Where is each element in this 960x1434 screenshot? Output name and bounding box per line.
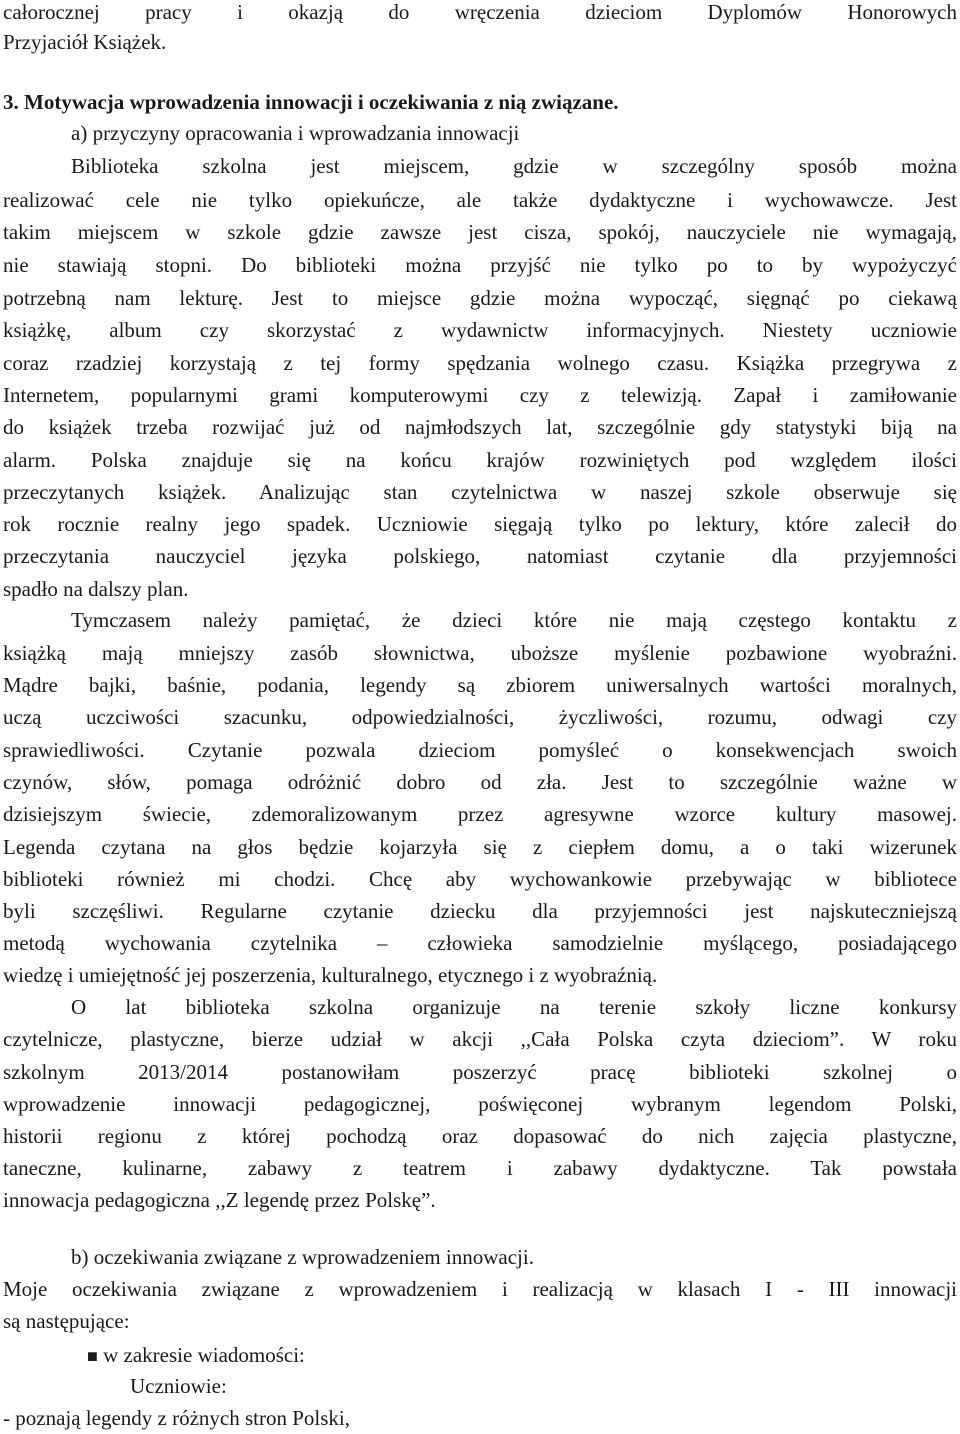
subsection-heading: a) przyczyny opracowania i wprowadzania innowacji: [71, 121, 520, 145]
text-line: książką mają mniejszy zasób słownictwa, uboższe myślenie pozbawione wyobraźni.: [3, 641, 957, 665]
square-bullet-icon: ■: [87, 1346, 98, 1366]
text-line: Legenda czytana na głos będzie kojarzyła się z ciepłem domu, a o taki wizerunek: [3, 835, 957, 859]
text-line: biblioteki również mi chodzi. Chcę aby wychowankowie przebywając w bibliotece: [3, 867, 957, 891]
text-line: do książek trzeba rozwijać już od najmłodszych lat, szczególnie gdy statystyki biją na: [3, 415, 957, 439]
text-line: wiedzę i umiejętność jej poszerzenia, kulturalnego, etycznego i z wyobraźnią.: [3, 963, 658, 987]
text-line: przeczytania nauczyciel języka polskiego, natomiast czytanie dla przyjemności: [3, 544, 957, 568]
text-line: metodą wychowania czytelnika – człowieka samodzielnie myślącego, posiadającego: [3, 931, 957, 955]
text-line: nie stawiają stopni. Do biblioteki można przyjść nie tylko po to by wypożyczyć: [3, 253, 957, 277]
text-line: innowacja pedagogiczna ,,Z legendę przez Polskę”.: [3, 1188, 436, 1212]
text-line: spadło na dalszy plan.: [3, 577, 189, 601]
text-line: coraz rzadziej korzystają z tej formy spędzania wolnego czasu. Książka przegrywa z: [3, 351, 957, 375]
text-line: Mądre bajki, baśnie, podania, legendy są zbiorem uniwersalnych wartości moralnych,: [3, 673, 957, 697]
subsection-heading: b) oczekiwania związane z wprowadzeniem innowacji.: [71, 1245, 534, 1269]
text-line: są następujące:: [3, 1309, 130, 1333]
text-line: byli szczęśliwi. Regularne czytanie dziecku dla przyjemności jest najskuteczniejszą: [3, 899, 957, 923]
text-line: realizować cele nie tylko opiekuńcze, ale także dydaktyczne i wychowawcze. Jest: [3, 188, 957, 212]
text-line: sprawiedliwości. Czytanie pozwala dzieciom pomyśleć o konsekwencjach swoich: [3, 738, 957, 762]
text-line: szkolnym 2013/2014 postanowiłam poszerzyć pracę biblioteki szkolnej o: [3, 1060, 957, 1084]
text-line: książkę, album czy skorzystać z wydawnictw informacyjnych. Niestety uczniowie: [3, 318, 957, 342]
text-line: wprowadzenie innowacji pedagogicznej, poświęconej wybranym legendom Polski,: [3, 1092, 957, 1116]
text-line: czytelnicze, plastyczne, bierze udział w akcji ,,Cała Polska czyta dzieciom”. W roku: [3, 1027, 957, 1051]
text-line: historii regionu z której pochodzą oraz dopasować do nich zajęcia plastyczne,: [3, 1124, 957, 1148]
section-heading: 3. Motywacja wprowadzenia innowacji i oczekiwania z nią związane.: [3, 90, 619, 114]
bullet-item: [87, 1339, 305, 1371]
text-line: czynów, słów, pomaga odróżnić dobro od zła. Jest to szczególnie ważne w: [3, 770, 957, 794]
text-line: całorocznej pracy i okazją do wręczenia dzieciom Dyplomów Honorowych: [3, 0, 957, 24]
text-line: Biblioteka szkolna jest miejscem, gdzie w szczególny sposób można: [71, 154, 957, 178]
text-line: potrzebną nam lekturę. Jest to miejsce gdzie można wypocząć, sięgnąć po ciekawą: [3, 286, 957, 310]
list-item: - poznają legendy z różnych stron Polski,: [3, 1406, 350, 1430]
text-line: Tymczasem należy pamiętać, że dzieci które nie mają częstego kontaktu z: [71, 608, 957, 632]
list-label: Uczniowie:: [130, 1374, 227, 1398]
text-line: alarm. Polska znajduje się na końcu krajów rozwiniętych pod względem ilości: [3, 448, 957, 472]
text-line: Moje oczekiwania związane z wprowadzeniem i realizacją w klasach I - III innowacji: [3, 1277, 957, 1301]
text-line: przeczytanych książek. Analizując stan czytelnictwa w naszej szkole obserwuje się: [3, 480, 957, 504]
text-line: rok rocznie realny jego spadek. Uczniowie sięgają tylko po lektury, które zalecił do: [3, 512, 957, 536]
text-line: Internetem, popularnymi grami komputerowymi czy z telewizją. Zapał i zamiłowanie: [3, 383, 957, 407]
bullet-label: w zakresie wiadomości:: [103, 1343, 305, 1367]
text-line: taneczne, kulinarne, zabawy z teatrem i zabawy dydaktyczne. Tak powstała: [3, 1156, 957, 1180]
text-line: takim miejscem w szkole gdzie zawsze jest cisza, spokój, nauczyciele nie wymagają,: [3, 220, 957, 244]
text-line: Przyjaciół Książek.: [3, 30, 167, 54]
text-line: O lat biblioteka szkolna organizuje na terenie szkoły liczne konkursy: [71, 995, 957, 1019]
text-line: uczą uczciwości szacunku, odpowiedzialności, życzliwości, rozumu, odwagi czy: [3, 705, 957, 729]
text-line: dzisiejszym świecie, zdemoralizowanym przez agresywne wzorce kultury masowej.: [3, 802, 957, 826]
